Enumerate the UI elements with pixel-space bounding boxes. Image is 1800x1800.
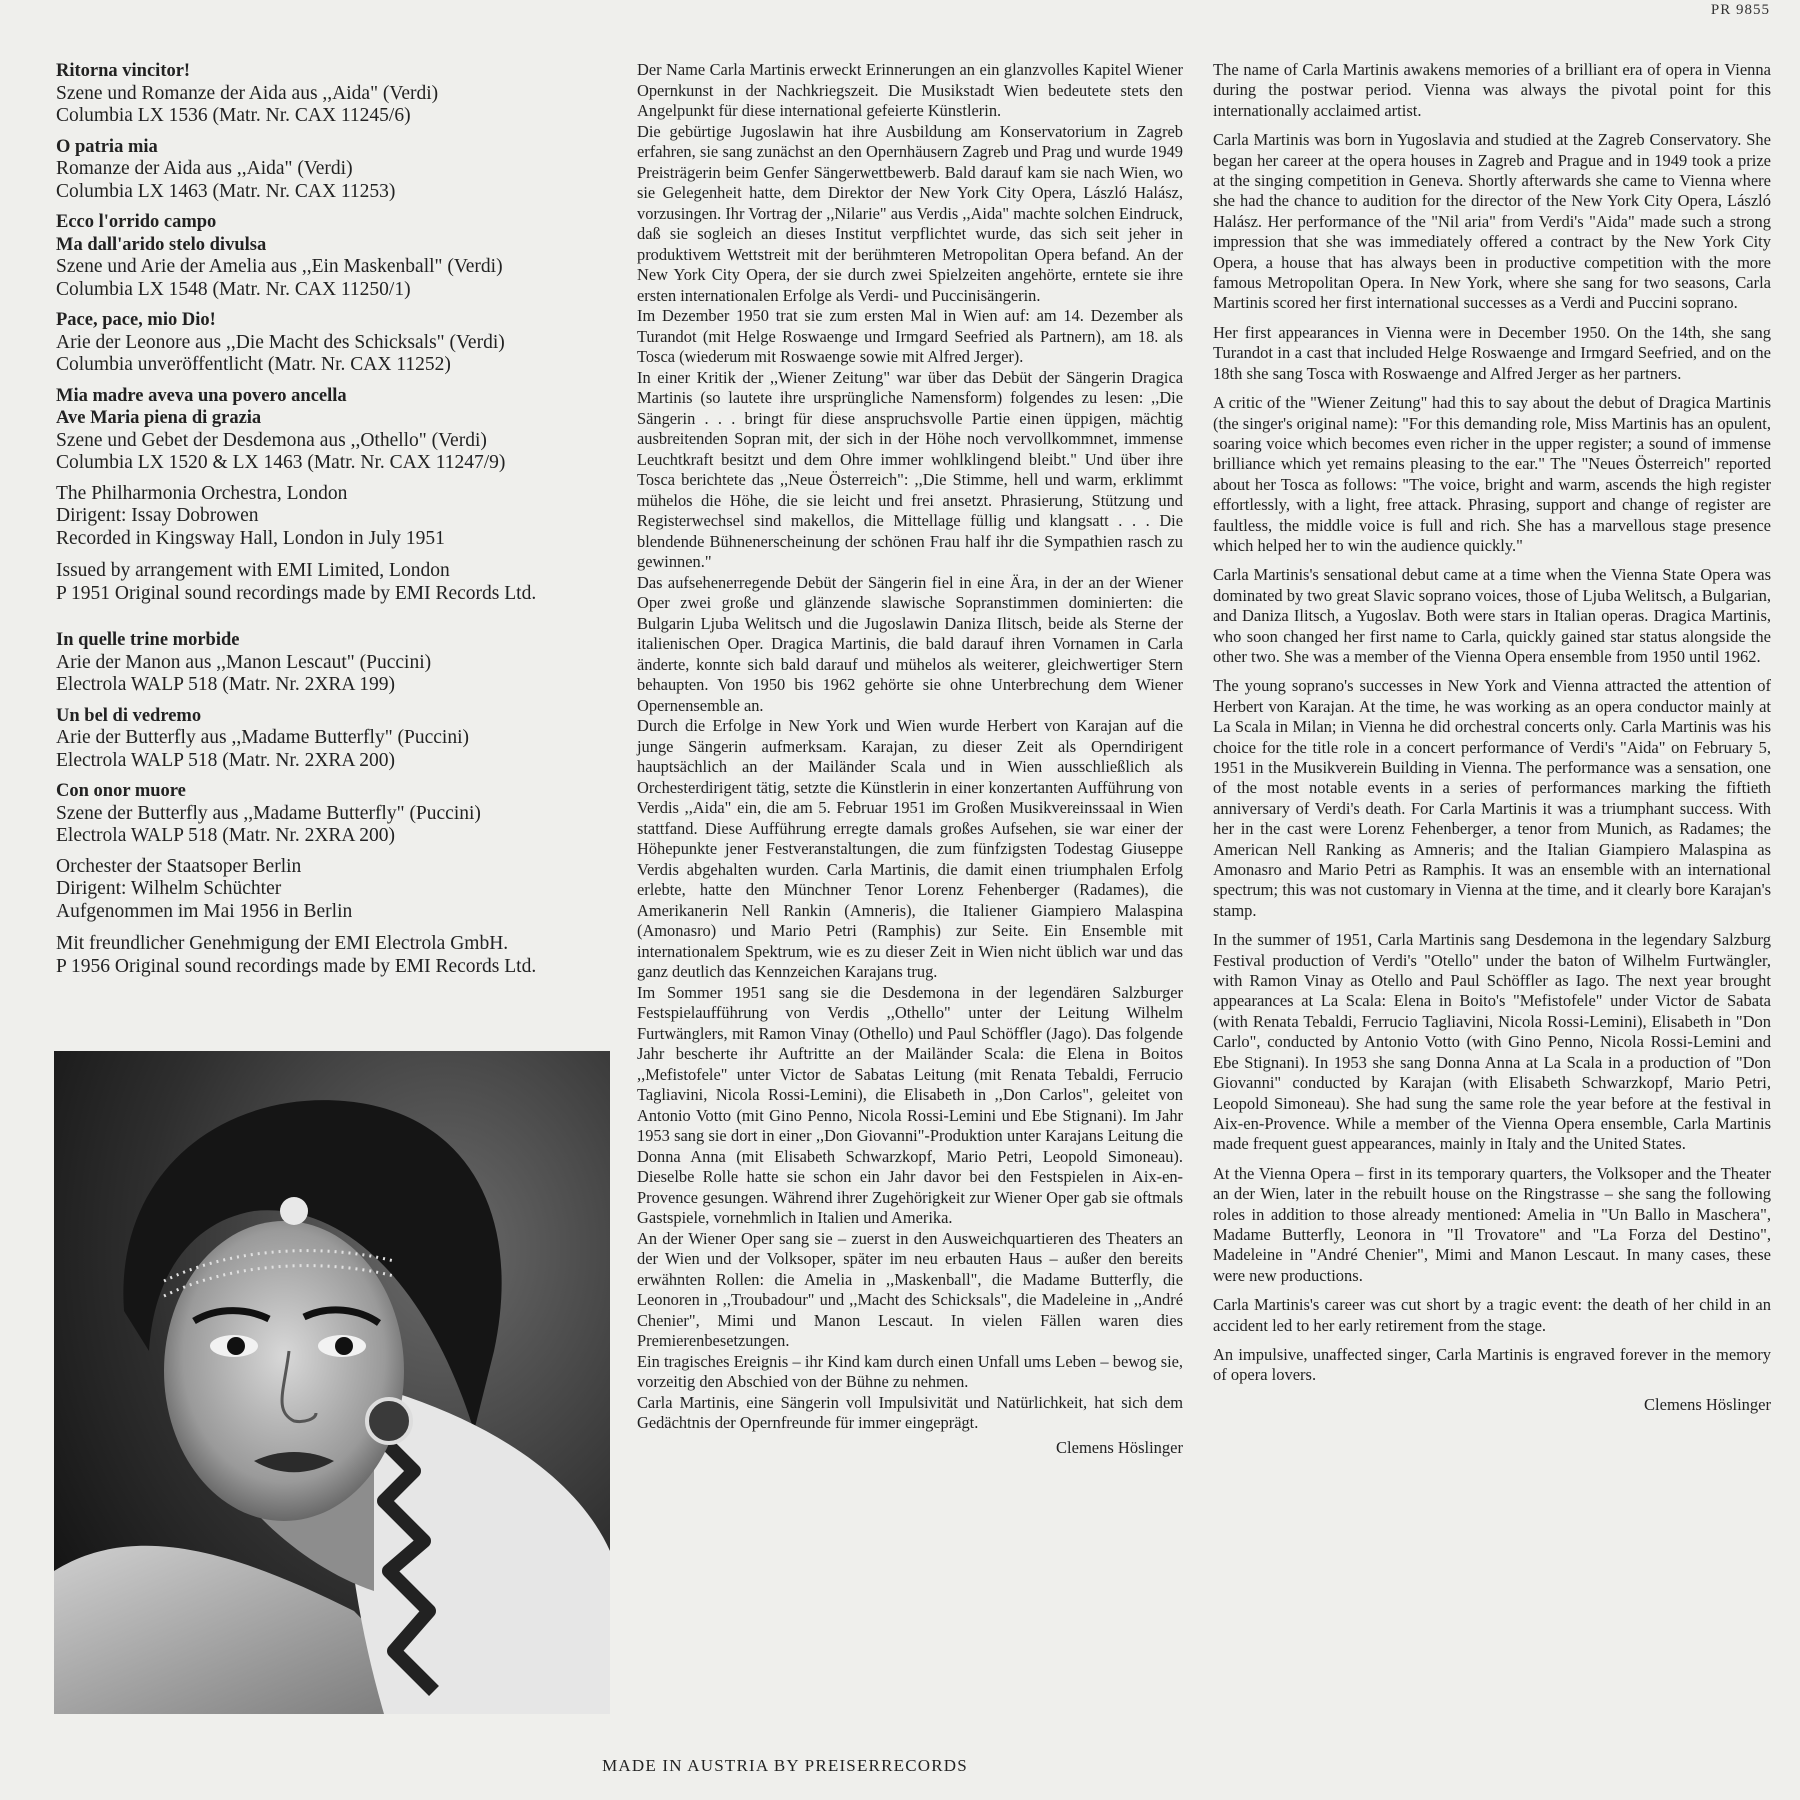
track-description: Szene und Arie der Amelia aus ,,Ein Maskenball" (Verdi) [56,256,503,277]
tracklist-side-a [56,60,611,475]
german-text-body [637,60,1183,1434]
track-description: Arie der Leonore aus ,,Die Macht des Schicksals" (Verdi) [56,331,505,353]
track-title: Mia madre aveva una povero ancella [56,385,347,406]
singer-portrait-photo [54,1051,610,1714]
track-title: Pace, pace, mio Dio! [56,310,216,330]
track-entry [56,211,611,301]
track-entry [56,136,611,204]
issued-side-b [56,933,611,978]
paragraph: An der Wiener Oper sang sie – zuerst in den Ausweichquartieren des Theaters an der Wien und der Volksoper, später im neu erbauten Haus – außer den bereits erwähnten Rollen: die Amelia in ,,Maskenball", die Madame Butterfly, die Leonoren in ,,Troubadour" und ,,Macht des Schicksals", die Madeleine in ,,André Chenier", Mimi und Manon Lescaut. In vielen Fällen waren dies Premierenbesetzungen. [637,1228,1183,1350]
track-description: Szene und Romanze der Aida aus ,,Aida" (Verdi) [56,82,439,104]
track-catalog: Columbia LX 1536 (Matr. Nr. CAX 11245/6) [56,105,411,126]
track-entry [56,60,611,128]
paragraph: Ein tragisches Ereignis – ihr Kind kam durch einen Unfall ums Leben – bewog sie, vorzeitig den Abschied von der Bühne zu nehmen. [637,1351,1183,1391]
credit-line: Dirigent: Wilhelm Schüchter [56,878,282,899]
track-entry [56,309,611,377]
track-title: In quelle trine morbide [56,630,240,650]
paragraph: An impulsive, unaffected singer, Carla Martinis is engraved forever in the memory of opera lovers. [1213,1344,1771,1385]
paragraph: The young soprano's successes in New York and Vienna attracted the attention of Herbert von Karajan. At the time, he was working as an opera conductor mainly at La Scala in Milan; in Vienna he did orchestral concerts only. Carla Martinis was his choice for the title role in a concert performance of Verdi's "Aida" on February 5, 1951 in the Musikverein Building in Vienna. The performance was a sensation, one of the most notable events in a series of performances marking the fiftieth anniversary of Verdi's death. For Carla Martinis it was a triumphant success. With her in the cast were Lorenz Fehenberger, a tenor from Munich, as Radames; the American Nell Ranking as Amneris; and the Italian Giampiero Malaspina as Amonasro and Mario Petri as Ramphis. It was an ensemble with an international spectrum; this was not customary in Vienna at the time, and it clearly bore Karajan's stamp. [1213,676,1771,920]
credit-line: The Philharmonia Orchestra, London [56,482,348,504]
track-title: Ave Maria piena di grazia [56,408,262,428]
issued-side-a [56,560,611,605]
paragraph: The name of Carla Martinis awakens memories of a brilliant era of opera in Vienna during the postwar period. Vienna was always the pivotal point for this internationally acclaimed artist. [1213,60,1771,120]
track-description: Arie der Manon aus ,,Manon Lescaut" (Puccini) [56,651,432,673]
track-title: Un bel di vedremo [56,705,202,726]
tracklist-column [56,60,611,988]
track-entry [56,705,611,773]
paragraph: Carla Martinis's sensational debut came at a time when the Vienna State Opera was dominated by two great Slavic soprano voices, those of Ljuba Welitsch, a Bulgarian, and Daniza Ilitsch, a Yugoslav. Both were stars in Italian operas. Dragica Martinis, who soon changed her first name to Carla, quickly gained star status alongside the other two. She was a member of the Vienna Opera ensemble from 1950 until 1962. [1213,565,1771,666]
paragraph: Der Name Carla Martinis erweckt Erinnerungen an ein glanzvolles Kapitel Wiener Opernkunst in der Nachkriegszeit. Die Musikstadt Wien bedeutete stets den Angelpunkt für diese international gefeierte Künstlerin. [637,60,1183,120]
track-entry [56,780,611,848]
paragraph: In einer Kritik der ,,Wiener Zeitung" war über das Debüt der Sängerin Dragica Martinis (so lautete ihre ursprüngliche Namensform) folgendes zu lesen: ,,Die Sängerin . . . bringt für diese anspruchsvolle Partie einen üppigen, mächtig ausbreitenden Sopran mit, der sich in der Höhe noch vervollkommnet, immense Leuchtkraft besitzt und dem Ohre immer wohlklingend bleibt." Und über ihre Tosca berichtete das ,,Neue Österreich": ,,Die Stimme, hell und warm, erklimmt mühelos die Höhe, die sie leicht und frei ansetzt. Phrasierung, Stützung und Registerwechsel sind makellos, die Mittellage füllig und klangsatt . . . Die blendende Bühnenerscheinung der schönen Frau half ihr die Sympathien rasch zu gewinnen." [637,367,1183,571]
copyright-line: P 1956 Original sound recordings made by EMI Records Ltd. [56,955,537,977]
english-text-body [1213,60,1771,1386]
track-title: O patria mia [56,136,158,157]
tracklist-side-b [56,629,611,848]
track-description: Arie der Butterfly aus ,,Madame Butterfly" (Puccini) [56,727,470,748]
german-liner-notes [637,60,1183,1458]
issued-line: Issued by arrangement with EMI Limited, London [56,560,450,581]
english-signature: Clemens Höslinger [1644,1394,1771,1414]
paragraph: Carla Martinis's career was cut short by a tragic event: the death of her child in an accident led to her early retirement from the stage. [1213,1295,1771,1335]
track-catalog: Columbia unveröffentlicht (Matr. Nr. CAX 11252) [56,354,451,375]
track-entry [56,629,611,697]
copyright-line: P 1951 Original sound recordings made by EMI Records Ltd. [56,582,537,604]
track-catalog: Columbia LX 1548 (Matr. Nr. CAX 11250/1) [56,278,411,300]
english-liner-notes [1213,60,1771,1415]
track-catalog: Columbia LX 1520 & LX 1463 (Matr. Nr. CAX 11247/9) [56,452,506,473]
track-title: Ritorna vincitor! [56,61,191,81]
track-description: Szene der Butterfly aus ,,Madame Butterfly" (Puccini) [56,802,481,824]
german-signature: Clemens Höslinger [1056,1437,1183,1457]
manufacturer-footer: MADE IN AUSTRIA BY PREISERRECORDS [602,1756,968,1775]
credit-line: Orchester der Staatsoper Berlin [56,855,302,877]
track-description: Romanze der Aida aus ,,Aida" (Verdi) [56,158,353,179]
catalog-number: PR 9855 [1710,2,1770,18]
track-entry [56,385,611,475]
paragraph: Carla Martinis was born in Yugoslavia and studied at the Zagreb Conservatory. She began her career at the opera houses in Zagreb and Prague and in 1949 took a prize at the singing competition in Geneva. Shortly afterwards she came to Vienna where she had the chance to audition for the director of the New York City Opera, László Halász. Her performance of the "Nil aria" from Verdi's "Aida" made such a strong impression that she was immediately offered a contract by the New York City Opera, a house that has always been in productive competition with the more famous Metropolitan Opera. In New York, where she sang for two seasons, Carla Martinis scored her first international successes as a Verdi and Puccini soprano. [1213,130,1771,313]
track-title: Ma dall'arido stelo divulsa [56,234,267,255]
paragraph: Im Sommer 1951 sang sie die Desdemona in der legendären Salzburger Festspielaufführung von Verdis ,,Othello" unter der Leitung Wilhelm Furtwänglers, mit Ramon Vinay (Othello) und Paul Schöffler (Jago). Das folgende Jahr bescherte ihr Auftritte an der Mailänder Scala: die Elena in Boitos ,,Mefistofele" unter Victor de Sabatas Leitung (mit Renata Tebaldi, Ferrucio Tagliavini, Nicola Rossi-Lemini), die Elisabeth in ,,Don Carlos", geleitet von Antonio Votto (mit Gino Penno, Nicola Rossi-Lemini und Ebe Stignani). Im Jahr 1953 sang sie dort in einer ,,Don Giovanni"-Produktion unter Karajans Leitung die Donna Anna (mit Elisabeth Schwarzkopf, Mario Petri, Leopold Simoneau). Dieselbe Rolle hatte sie schon ein Jahr davor bei den Festspielen in Aix-en-Provence gesungen. Während ihrer Zugehörigkeit zur Wiener Oper gab sie oftmals Gastspiele, vornehmlich in Italien und Amerika. [637,982,1183,1227]
credits-side-a [56,483,611,551]
paragraph: Die gebürtige Jugoslawin hat ihre Ausbildung am Konservatorium in Zagreb erfahren, sie sang zunächst an den Opernhäusern Zagreb und Prag und wurde 1949 Preisträgerin beim Genfer Sängerwettbewerb. Bald darauf kam sie nach Wien, wo sie Gelegenheit hatte, dem Direktor der New York City Opera, László Halász, vorzusingen. Ihr Vortrag der ,,Nilarie" aus Verdis ,,Aida" machte solchen Eindruck, daß sie sogleich an dieses Institut verpflichtet wurde, das sich seit jeher in produktivem Wettstreit mit der berühmteren Metropolitan Opera befand. An der New York City Opera, der sie durch zwei Spielzeiten angehörte, erntete sie ihre ersten internationalen Erfolge als Verdi- und Puccinisängerin. [637,121,1183,305]
paragraph: In the summer of 1951, Carla Martinis sang Desdemona in the legendary Salzburg Festival production of Verdi's "Otello" under the baton of Wilhelm Furtwängler, with Ramon Vinay as Otello and Paul Schöffler as Iago. The next year brought appearances at La Scala: Elena in Boito's "Mefistofele" under Victor de Sabata (with Renata Tebaldi, Ferrucio Tagliavini, Nicola Rossi-Lemini), Elisabeth in "Don Carlo", conducted by Antonio Votto (with Gino Penno, Nicola Rossi-Lemini and Ebe Stignani). In 1953 she sang Donna Anna at La Scala in a production of "Don Giovanni" conducted by Karajan (with Elisabeth Schwarzkopf, Mario Petri, Leopold Simoneau). She had sung the same role the year before at the festival in Aix-en-Provence. While a member of the Vienna Opera ensemble, Carla Martinis made frequent guest appearances, mainly in Italy and the United States. [1213,930,1771,1154]
track-title: Con onor muore [56,781,186,801]
track-description: Szene und Gebet der Desdemona aus ,,Othello" (Verdi) [56,429,487,451]
credit-line: Aufgenommen im Mai 1956 in Berlin [56,900,353,922]
credit-line: Dirigent: Issay Dobrowen [56,505,259,526]
track-title: Ecco l'orrido campo [56,212,217,232]
credit-line: Recorded in Kingsway Hall, London in July 1951 [56,527,445,549]
credits-side-b [56,856,611,924]
track-catalog: Electrola WALP 518 (Matr. Nr. 2XRA 200) [56,749,396,771]
paragraph: Carla Martinis, eine Sängerin voll Impulsivität und Natürlichkeit, hat sich dem Gedächtnis der Opernfreunde für immer eingeprägt. [637,1392,1183,1432]
paragraph: Im Dezember 1950 trat sie zum ersten Mal in Wien auf: am 14. Dezember als Turandot (mit Helge Roswaenge und Irmgard Seefried als Partnern), am 18. als Tosca (wiederum mit Roswaenge sowie mit Alfred Jerger). [637,306,1183,366]
paragraph: A critic of the "Wiener Zeitung" had this to say about the debut of Dragica Martinis (the singer's original name): "For this demanding role, Miss Martinis has an opulent, soaring voice which becomes even richer in the upper register; a sound of immense brilliance which yet remains pleasing to the ear." The "Neues Österreich" reported about her Tosca as follows: "The voice, bright and warm, ascends the high register effortlessly, with a light, free attack. Phrasing, support and change of register are faultless, the middle voice is full and rich. She has a marvellous stage presence which helped her to win the audience quickly." [1213,393,1771,555]
track-catalog: Columbia LX 1463 (Matr. Nr. CAX 11253) [56,180,396,202]
paragraph: At the Vienna Opera – first in its temporary quarters, the Volksoper and the Theater an der Wien, later in the rebuilt house on the Ringstrasse – she sang the following roles in addition to those already mentioned: Amelia in "Un Ballo in Maschera", Madame Butterfly, Leonora in "Il Trovatore" and "La Forza del Destino", Madeleine in "André Chenier", Mimi and Manon Lescaut. In many cases, these were new productions. [1213,1163,1771,1285]
track-catalog: Electrola WALP 518 (Matr. Nr. 2XRA 200) [56,825,396,846]
track-catalog: Electrola WALP 518 (Matr. Nr. 2XRA 199) [56,674,396,695]
paragraph: Her first appearances in Vienna were in December 1950. On the 14th, she sang Turandot in a cast that included Helge Roswaenge and Irmgard Seefried, and on the 18th she sang Tosca with Roswaenge and Alfred Jerger as her partners. [1213,322,1771,383]
paragraph: Das aufsehenerregende Debüt der Sängerin fiel in eine Ära, in der an der Wiener Oper zwei große und glänzende slawische Sopranstimmen dominierten: die Bulgarin Ljuba Welitsch und die Jugoslawin Daniza Ilitsch, beide als Sterne der italienischen Oper. Dragica Martinis, die bald darauf ihren Vornamen in Carla änderte, konnte sich bald darauf und mühelos als weiterer, gleichwertiger Stern behaupten. Von 1950 bis 1962 gehörte sie ohne Unterbrechung dem Wiener Opernensemble an. [637,572,1183,715]
paragraph: Durch die Erfolge in New York und Wien wurde Herbert von Karajan auf die junge Sängerin aufmerksam. Karajan, zu dieser Zeit als Operndirigent hauptsächlich an der Mailänder Scala und in Wien ausschließlich als Orchesterdirigent tätig, setzte die Künstlerin in einer konzertanten Aufführung von Verdis ,,Aida" ein, die am 5. Februar 1951 im Großen Musikvereinssaal in Wien stattfand. Diese Aufführung erregte damals großes Aufsehen, sie war einer der Höhepunkte jener Festveranstaltungen, die zum fünfzigsten Todestag Giuseppe Verdis abgehalten wurden. Carla Martinis, die damit einen triumphalen Erfolg erlebte, hatte den Münchner Tenor Lorenz Fehenberger (Radames), die Amerikanerin Nell Rankin (Amneris), die Italiener Giampiero Malaspina (Amonasro) und Mario Petri (Ramphis) zur Seite. Ein Ensemble mit internationalem Spektrum, wie es zu dieser Zeit in Wien nicht üblich war und das ganz deutlich das Kennzeichen Karajans trug. [637,716,1183,981]
issued-line: Mit freundlicher Genehmigung der EMI Electrola GmbH. [56,933,509,954]
